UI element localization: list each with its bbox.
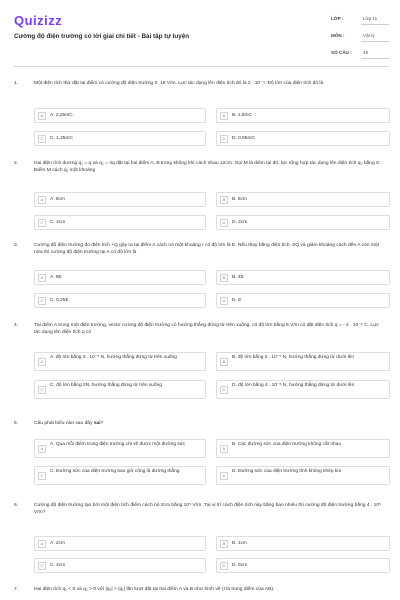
option-a[interactable]: [34, 192, 206, 207]
header-divider: [14, 66, 389, 67]
meta-row-subject: [331, 31, 389, 48]
option-letter: A: [38, 274, 46, 282]
question-text: Tại điểm A trong một điện trường, vectơ cường độ điện trường có hướng thẳng đứng từ trên xuống, có độ lớn bằng 5 V/m có đặt điện tích q = - 4 . 10⁻⁶ C. Lực tác dụng lên điện tích q có: [34, 323, 379, 336]
option-c[interactable]: [34, 215, 206, 230]
question-text: [34, 420, 386, 427]
option-letter: B: [220, 196, 228, 204]
option-text: C. 0,25E: [50, 297, 69, 303]
option-letter: C: [38, 386, 46, 394]
meta-value-count: 49: [363, 50, 369, 55]
meta-row-class: [331, 14, 389, 31]
option-letter: D: [220, 135, 228, 143]
option-text: A. độ lớn bằng 2 . 10⁻⁵ N, hướng thẳng đứng từ trên xuống: [50, 355, 177, 360]
meta-row-count: [331, 48, 389, 65]
option-a[interactable]: [34, 439, 206, 458]
option-b[interactable]: [216, 270, 390, 285]
option-letter: C: [38, 297, 46, 305]
option-letter: C: [38, 219, 46, 227]
option-text: C. Đường sức của điện trường bao giờ cũng là đường thẳng: [50, 469, 180, 474]
option-b[interactable]: [216, 352, 390, 371]
meta-key-subject: MÔN :: [331, 33, 345, 38]
question-number: 4.: [14, 323, 19, 328]
option-text: D. E: [232, 297, 242, 303]
option-a[interactable]: [34, 108, 206, 123]
option-a[interactable]: [34, 536, 206, 551]
option-text: D. 0,85mC: [232, 135, 255, 141]
option-text: B. độ lớn bằng 2 . 10⁻⁵ N, hướng thẳng đứng từ dưới lên: [232, 355, 355, 360]
option-letter: B: [220, 112, 228, 120]
option-text: D. 5cm: [232, 562, 248, 568]
option-letter: D: [220, 562, 228, 570]
option-text: D. Đường sức của điện trường tĩnh không khép kín: [232, 469, 342, 474]
option-c[interactable]: [34, 466, 206, 485]
question-number: 1.: [14, 81, 19, 86]
meta-value-class: Lớp 11: [363, 16, 378, 21]
option-letter: B: [220, 358, 228, 366]
option-b[interactable]: [216, 536, 390, 551]
option-text: A. 2cm: [50, 540, 65, 546]
option-text: A. 8E: [50, 274, 62, 280]
option-text: B. 4E: [232, 274, 244, 280]
option-letter: B: [220, 274, 228, 282]
option-b[interactable]: [216, 108, 390, 123]
option-text: A. 2,25mC: [50, 112, 73, 118]
meta-underline: [361, 24, 389, 25]
document-title: Cường độ điện trường có lời giải chi tiết - Bài tập tự luyện: [14, 33, 190, 40]
option-text: A. Qua mỗi điểm trong điện trường chỉ vẽ được một đường sức: [50, 442, 186, 447]
option-letter: D: [220, 472, 228, 480]
option-letter: C: [38, 562, 46, 570]
option-text: B. Các đường sức của điện trường không cắt nhau: [232, 442, 341, 447]
option-text: B. 1cm: [232, 540, 247, 546]
question-text: Một điện tích thử đặt tại điểm có cường độ điện trường 0, 16 V/m. Lực tác dụng lên điện tích đó là 2 . 10⁻⁴. Độ lớn của điện tích đó là: [34, 81, 324, 86]
option-letter: D: [220, 386, 228, 394]
option-text: B. 6cm: [232, 196, 247, 202]
question-text: Cường độ điện trường tạo bởi một điện tích điểm cách nó 2cm bằng 10⁵ V/m. Tại vị trí cách điện tích này bằng bao nhiêu thì cường độ điện trường bằng 4 . 10⁵ V/m?: [34, 503, 382, 516]
meta-underline: [361, 41, 389, 42]
option-letter: A: [38, 196, 46, 204]
worksheet-meta: [331, 14, 389, 65]
option-letter: D: [220, 297, 228, 305]
option-d[interactable]: [216, 466, 390, 485]
question-text-start: Câu phát biểu nào sau đây: [34, 421, 94, 426]
option-d[interactable]: [216, 293, 390, 308]
option-text: B. 1,5mC: [232, 112, 252, 118]
question-number: 6.: [14, 503, 19, 508]
question-text: Hai điện tích q₁ < 0 và q₂ > 0 với |q₂| > |q₁| lần lượt đặt tại hai điểm A và B như hình vẽ (I là trung điểm của AB).: [34, 587, 275, 592]
option-c[interactable]: [34, 380, 206, 399]
meta-underline: [361, 58, 389, 59]
option-d[interactable]: [216, 131, 390, 146]
meta-value-subject: Vật lý: [363, 33, 375, 38]
meta-key-count: SỐ CÂU :: [331, 50, 352, 55]
option-b[interactable]: [216, 192, 390, 207]
option-letter: B: [220, 445, 228, 453]
option-text: C. 4cm: [50, 219, 66, 225]
option-d[interactable]: [216, 380, 390, 399]
question-text-end: ?: [100, 421, 104, 426]
option-letter: A: [38, 358, 46, 366]
option-text: D. 2cm: [232, 219, 248, 225]
option-text: C. độ lớn bằng 2N, hướng thẳng đứng từ trên xuống: [50, 383, 162, 388]
option-a[interactable]: [34, 270, 206, 285]
option-letter: C: [38, 135, 46, 143]
option-letter: A: [38, 445, 46, 453]
question-text: Cường độ điện trường do điện tích +Q gây ra tại điểm A cách nó một khoảng r có độ lớn là E. Nếu thay bằng điện tích -2Q và giảm khoảng cách đến A còn một nửa thì cường độ điện trường tại A có độ lớn là: [34, 243, 379, 256]
option-letter: C: [38, 472, 46, 480]
option-b[interactable]: [216, 439, 390, 458]
option-text: D. độ lớn bằng 4 . 10⁻⁶ N, hướng thẳng đứng từ dưới lên: [232, 383, 355, 388]
option-c[interactable]: [34, 131, 206, 146]
meta-key-class: LỚP :: [331, 16, 344, 21]
option-text: C. 4cm: [50, 562, 66, 568]
question-number: 7.: [14, 587, 19, 592]
option-d[interactable]: [216, 558, 390, 573]
option-d[interactable]: [216, 215, 390, 230]
quizizz-logo[interactable]: Quizizz: [14, 13, 63, 28]
option-c[interactable]: [34, 558, 206, 573]
question-number: 5.: [14, 421, 19, 426]
option-letter: A: [38, 540, 46, 548]
option-text: C. 1,25mC: [50, 135, 73, 141]
question-number: 2.: [14, 161, 19, 166]
option-text: A. 8cm: [50, 196, 65, 202]
question-number: 3.: [14, 243, 19, 248]
option-letter: A: [38, 112, 46, 120]
option-a[interactable]: [34, 352, 206, 371]
question-text: Hai điện tích dương q₁ = q và q₂ = 4q đặt tại hai điểm A, B trong không khí cách nhau 12cm. Gọi M là điểm tại đó, lực tổng hợp tác dụng lên điện tích q₀ bằng 0. Điểm M cách q₁ một khoảng: [34, 161, 381, 174]
option-letter: B: [220, 540, 228, 548]
question-keyword: sai: [93, 421, 101, 426]
option-c[interactable]: [34, 293, 206, 308]
option-letter: D: [220, 219, 228, 227]
